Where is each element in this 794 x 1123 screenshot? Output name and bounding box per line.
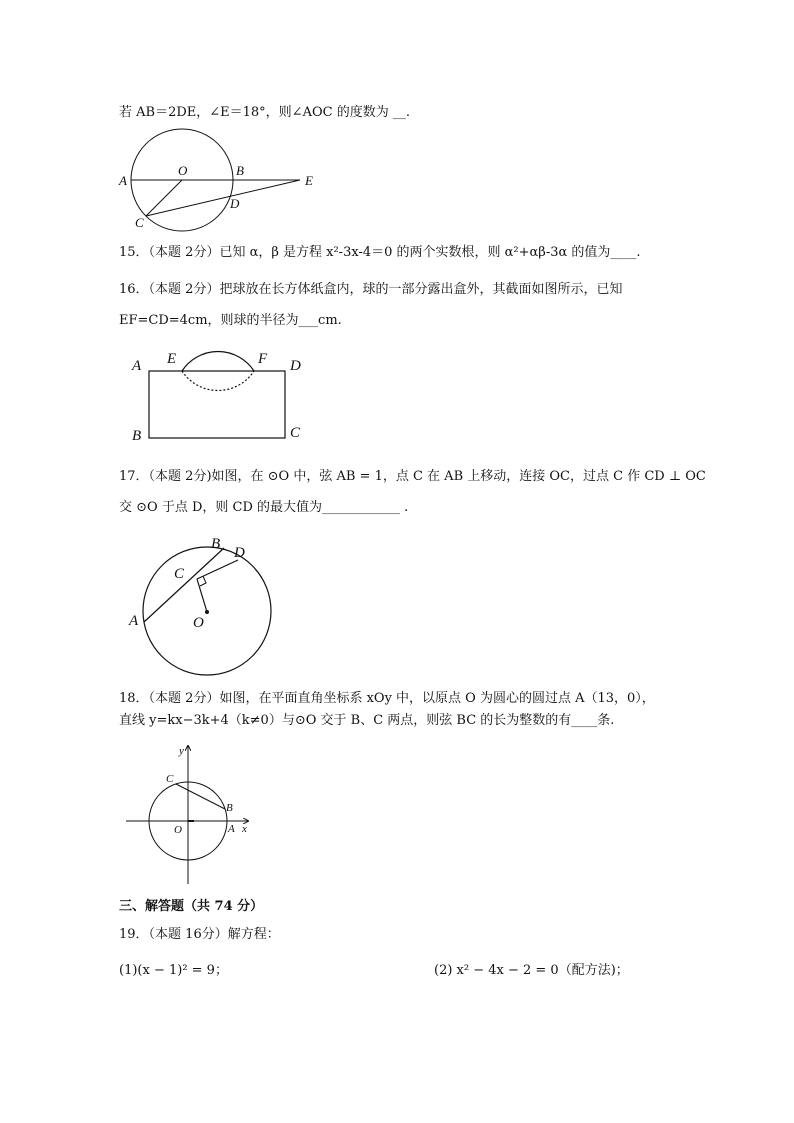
q16-label-b: B [132, 428, 142, 444]
q17-label-d: D [234, 545, 245, 561]
q14-text: 若 AB＝2DE，∠E＝18°，则∠AOC 的度数为 __. [119, 105, 410, 120]
q19-part2: (2) x² − 4x − 2 = 0（配方法)； [434, 963, 629, 978]
q18-line2: 直线 y=kx−3k+4（k≠0）与⊙O 交于 B、C 两点，则弦 BC 的长为整数的有____条. [119, 713, 615, 728]
q17-line2: 交 ⊙O 于点 D，则 CD 的最大值为____________ . [119, 500, 409, 515]
q14-label-o: O [178, 163, 188, 178]
section3-title: 三、解答题（共 74 分） [119, 899, 264, 914]
q17-label-c: C [174, 566, 185, 582]
q19-intro: 19．（本题 16分）解方程： [119, 927, 280, 942]
q14-label-a: A [119, 173, 127, 188]
q18-label-o: O [174, 824, 182, 836]
q16-line2: EF=CD=4cm，则球的半径为___cm. [119, 313, 342, 328]
q14-circle-figure [115, 125, 325, 235]
q17-label-b: B [211, 536, 221, 552]
q18-label-a: A [228, 823, 235, 835]
q14-label-d: D [230, 196, 240, 211]
q14-label-b: B [236, 163, 244, 178]
q16-label-e: E [167, 351, 177, 367]
q18-label-b: B [226, 802, 233, 814]
q18-line1: 18．（本题 2分）如图，在平面直角坐标系 xOy 中，以原点 O 为圆心的圆过点 A（13，0）， [119, 691, 655, 706]
q16-label-f: F [258, 351, 268, 367]
q17-line1: 17．（本题 2分)如图，在 ⊙O 中，弦 AB = 1，点 C 在 AB 上移动，连接 OC，过点 C 作 CD ⊥ OC [119, 469, 706, 484]
q15-text: 15．（本题 2分）已知 α，β 是方程 x²-3x-4＝0 的两个实数根，则 α²+αβ-3α 的值为____. [119, 245, 641, 260]
q16-line1: 16．（本题 2分）把球放在长方体纸盒内，球的一部分露出盒外，其截面如图所示，已知 [119, 282, 623, 297]
q14-label-e: E [305, 173, 313, 188]
q16-box-figure [128, 345, 318, 445]
q18-label-c: C [166, 773, 174, 785]
q17-label-o: O [193, 615, 204, 631]
q18-label-x: x [242, 823, 247, 835]
q19-part1: (1)(x − 1)² = 9； [119, 963, 228, 978]
q14-label-c: C [135, 215, 144, 230]
q16-label-a: A [132, 358, 142, 374]
q16-label-c: C [290, 425, 301, 441]
q18-coordinate-figure [122, 740, 262, 890]
q18-label-y: y [179, 745, 184, 757]
q17-label-a: A [129, 613, 139, 629]
q16-label-d: D [290, 358, 301, 374]
q17-circle-figure [126, 532, 286, 682]
